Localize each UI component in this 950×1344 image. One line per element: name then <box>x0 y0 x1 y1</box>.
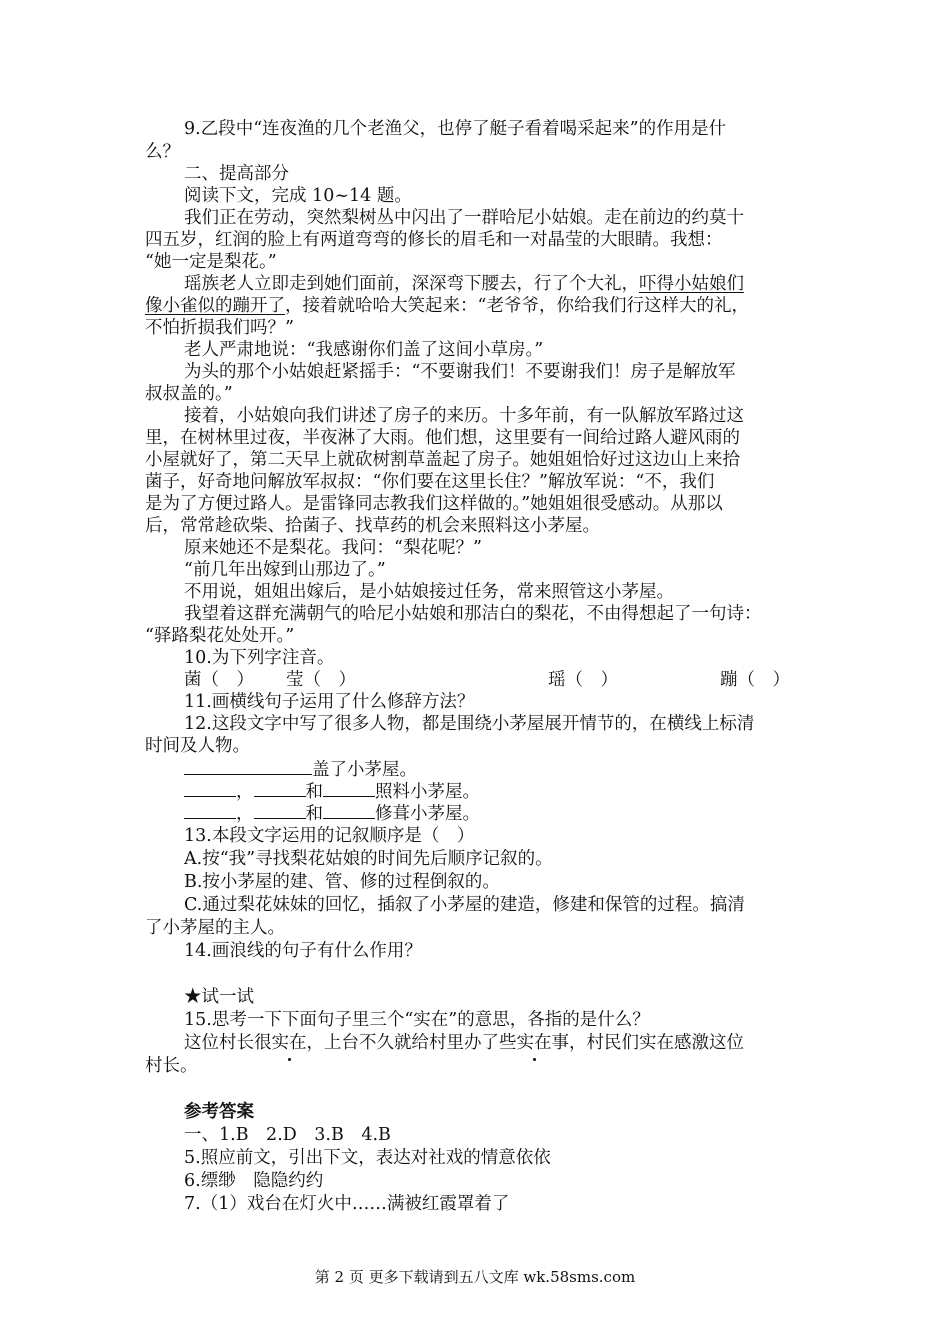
underlined-sentence: 吓得小姑娘们 <box>639 274 744 294</box>
example-sentence-line-2: 村长。 <box>145 1056 198 1076</box>
passage-line: 不用说，姐姐出嫁后，是小姑娘接过任务，常来照管这小茅屋。 <box>184 582 674 602</box>
section-intro: 阅读下文，完成 10~14 题。 <box>184 186 412 206</box>
passage-line: “她一定是梨花。” <box>145 252 277 272</box>
section-heading: 二、提高部分 <box>184 164 289 184</box>
passage-line: “前几年出嫁到山那边了。” <box>184 560 386 580</box>
passage-line: 我望着这群充满朝气的哈尼小姑娘和那洁白的梨花，不由得想起了一句诗： <box>184 604 762 624</box>
question-11: 11.画横线句子运用了什么修辞方法？ <box>184 692 475 712</box>
dotted-word: 实在 <box>516 1033 552 1053</box>
phonetic-item: 瑶（ ） <box>548 670 618 690</box>
fill-row <box>184 780 804 803</box>
passage-line: 是为了方便过路人。是雷锋同志教我们这样做的。”她姐姐很受感动。从那以 <box>145 494 723 514</box>
question-13-title: 13.本段文字运用的记叙顺序是（ ） <box>184 826 475 846</box>
sentence-text: 事，村民们实在感激这位 <box>551 1033 744 1053</box>
passage-text: 瑶族老人立即走到她们面前，深深弯下腰去，行了个大礼， <box>184 274 639 294</box>
underlined-sentence: 像小雀似的蹦开了 <box>145 296 285 316</box>
answer-line: 5.照应前文，引出下文，表达对社戏的情意依依 <box>184 1148 551 1168</box>
question-12-line-2: 时间及人物。 <box>145 736 250 756</box>
fill-blank[interactable] <box>254 802 306 819</box>
fill-blank[interactable] <box>323 802 375 819</box>
and-text: 和 <box>305 804 323 824</box>
answers-heading: 参考答案 <box>184 1102 254 1122</box>
fill-blank[interactable] <box>323 780 375 797</box>
option-b: B.按小茅屋的建、管、修的过程倒叙的。 <box>184 872 500 892</box>
option-a: A.按“我”寻找梨花姑娘的时间先后顺序记叙的。 <box>184 849 553 869</box>
option-c-line-2: 了小茅屋的主人。 <box>145 918 285 938</box>
question-10-title: 10.为下列字注音。 <box>184 648 335 668</box>
sentence-text: 这位村长很 <box>184 1033 272 1053</box>
passage-line: 后，常常趁砍柴、拾菌子、找草药的机会来照料这小茅屋。 <box>145 516 600 536</box>
passage-line: 四五岁，红润的脸上有两道弯弯的修长的眉毛和一对晶莹的大眼睛。我想： <box>145 230 723 250</box>
passage-line: 为头的那个小姑娘赶紧摇手：“不要谢我们！不要谢我们！房子是解放军 <box>184 362 736 382</box>
passage-line: 老人严肃地说：“我感谢你们盖了这间小草房。” <box>184 340 544 360</box>
passage-line <box>184 273 804 295</box>
passage-line: 里，在树林里过夜，半夜淋了大雨。他们想，这里要有一间给过路人避风雨的 <box>145 428 740 448</box>
question-9-line-1: 9.乙段中“连夜渔的几个老渔父，也停了艇子看着喝采起来”的作用是什 <box>184 119 727 139</box>
question-12-line-1: 12.这段文字中写了很多人物，都是围绕小茅屋展开情节的，在横线上标清 <box>184 714 755 734</box>
fill-blank[interactable] <box>184 802 236 819</box>
passage-line <box>145 295 805 317</box>
comma-text: ， <box>236 804 254 824</box>
example-sentence-line-1 <box>184 1032 804 1054</box>
try-heading: ★试一试 <box>184 987 254 1007</box>
fill-row <box>184 758 804 781</box>
fill-row-text: 修葺小茅屋。 <box>375 804 480 824</box>
phonetic-item: 蹦（ ） <box>720 670 790 690</box>
passage-line: 小屋就好了，第二天早上就砍树割草盖起了房子。她姐姐恰好过这边山上来拾 <box>145 450 740 470</box>
option-c-line-1: C.通过梨花妹妹的回忆，插叙了小茅屋的建造，修建和保管的过程。搞清 <box>184 895 745 915</box>
fill-blank[interactable] <box>254 780 306 797</box>
page-footer: 第 2 页 更多下载请到五八文库 wk.58sms.com <box>314 1268 636 1286</box>
fill-row-text: 照料小茅屋。 <box>375 782 480 802</box>
question-15: 15.思考一下下面句子里三个“实在”的意思，各指的是什么？ <box>184 1010 650 1030</box>
fill-row-text: 盖了小茅屋。 <box>312 760 417 780</box>
sentence-text: ，上台不久就给村里办了些 <box>306 1033 517 1053</box>
answer-line: 一、1.B 2.D 3.B 4.B <box>184 1125 391 1145</box>
passage-line: 不怕折损我们吗？” <box>145 318 294 338</box>
passage-line: 我们正在劳动，突然梨树丛中闪出了一群哈尼小姑娘。走在前边的约莫十 <box>184 208 744 228</box>
fill-blank[interactable] <box>184 758 312 775</box>
passage-line: “驿路梨花处处开。” <box>145 626 295 646</box>
phonetic-item: 菌（ ） <box>184 670 254 690</box>
question-9-line-2: 么？ <box>145 142 180 162</box>
passage-line: 菌子，好奇地问解放军叔叔：“你们要在这里长住？”解放军说：“不，我们 <box>145 472 715 492</box>
dotted-word: 实在 <box>271 1033 307 1053</box>
question-14: 14.画浪线的句子有什么作用？ <box>184 941 422 961</box>
passage-line: 接着，小姑娘向我们讲述了房子的来历。十多年前，有一队解放军路过这 <box>184 406 744 426</box>
fill-row <box>184 802 804 825</box>
phonetic-item: 莹（ ） <box>286 670 356 690</box>
comma-text: ， <box>236 782 254 802</box>
fill-blank[interactable] <box>184 780 236 797</box>
passage-text: ，接着就哈哈大笑起来：“老爷爷，你给我们行这样大的礼， <box>285 296 749 316</box>
passage-line: 叔叔盖的。” <box>145 384 233 404</box>
answer-line: 7.（1）戏台在灯火中……满被红霞罩着了 <box>184 1194 510 1214</box>
and-text: 和 <box>305 782 323 802</box>
answer-line: 6.缥缈 隐隐约约 <box>184 1171 324 1191</box>
passage-line: 原来她还不是梨花。我问：“梨花呢？” <box>184 538 482 558</box>
